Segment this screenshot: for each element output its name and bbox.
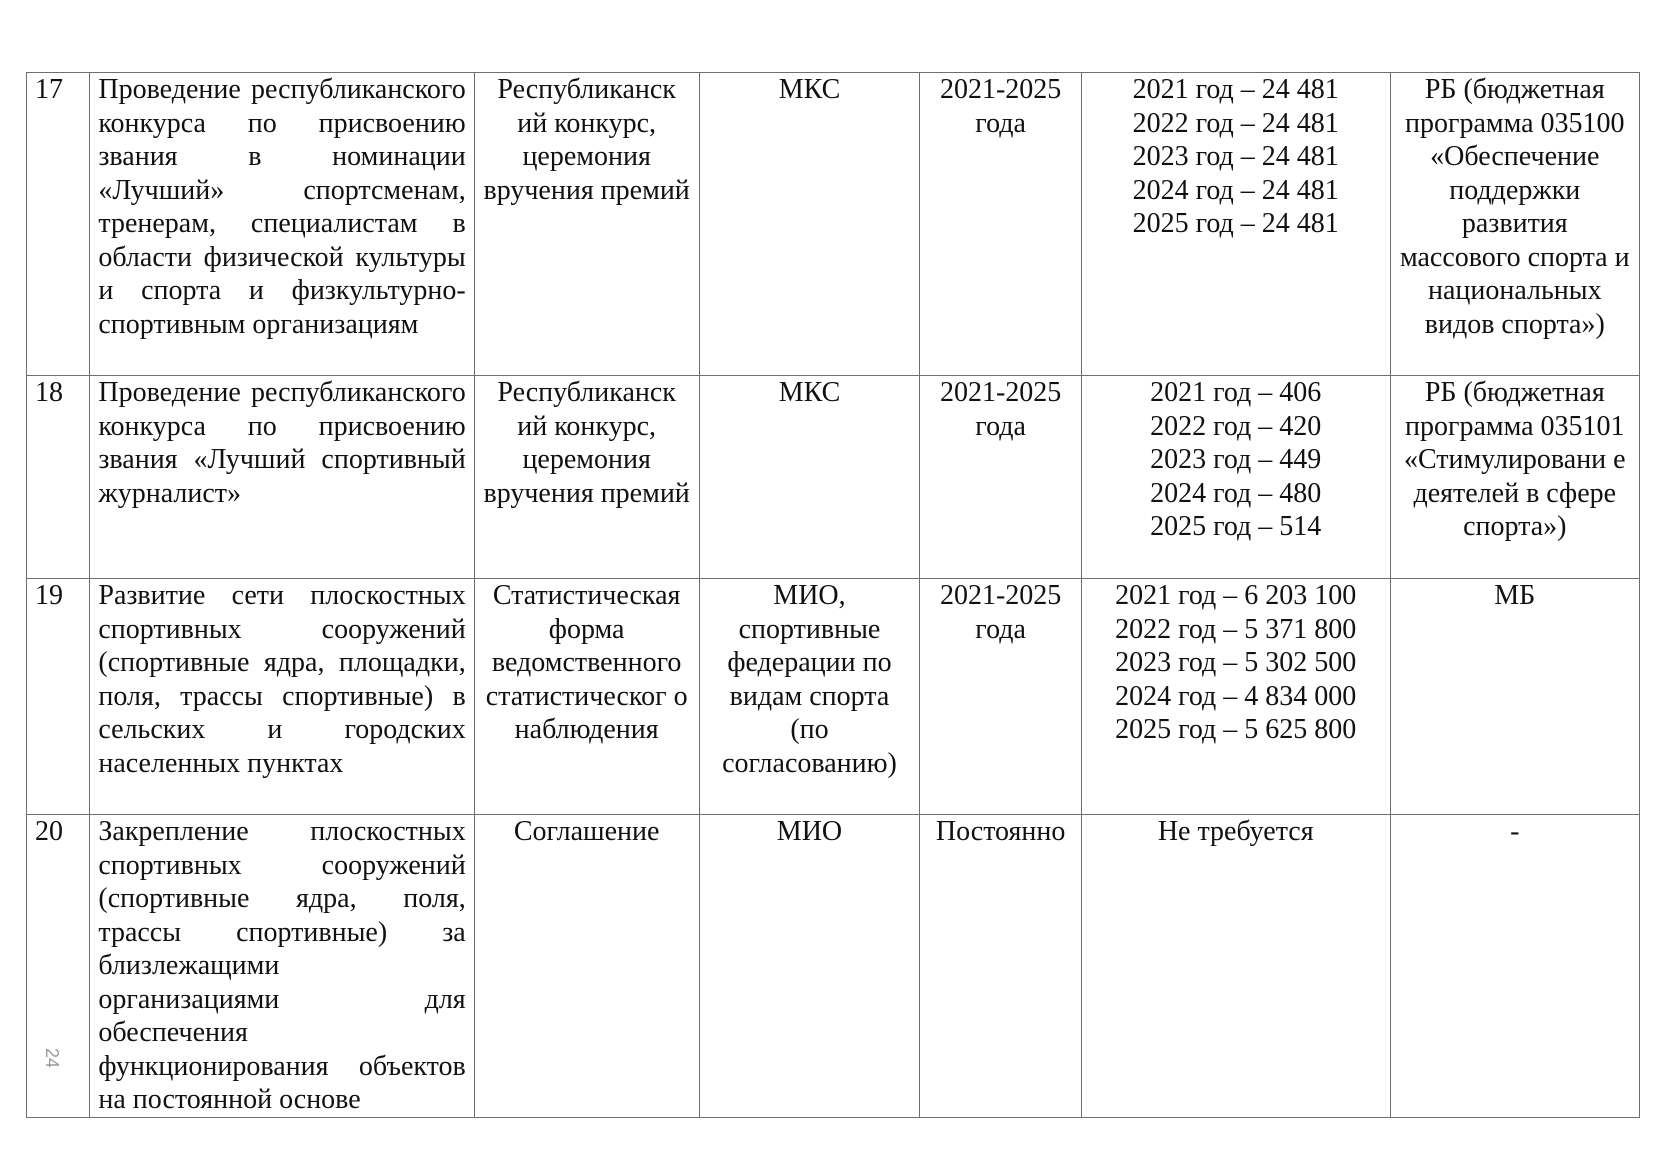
measure-name: Закрепление плоскостных спортивных сооружений (спортивные ядра, поля, трассы спортивные) за близлежащими организациями для обеспечения функционирования объектов на постоянной основе [90,815,474,1118]
funding-amounts [1081,815,1390,1118]
completion-form: Республиканск ий конкурс, церемония вручения премий [474,73,699,376]
completion-form: Республиканск ий конкурс, церемония вручения премий [474,376,699,579]
page-number: 24 [42,1048,62,1069]
funding-source: - [1390,815,1639,1118]
measure-name: Проведение республиканского конкурса по присвоению звания «Лучший спортивный журналист» [90,376,474,579]
responsible-executor: МКС [699,73,920,376]
row-number: 20 [27,815,90,1118]
responsible-executor: МКС [699,376,920,579]
funding-line: 2023 год – 24 481 [1132,141,1339,172]
funding-line: 2021 год – 406 [1150,377,1322,408]
completion-form: Соглашение [474,815,699,1118]
funding-line: 2024 год – 24 481 [1132,174,1339,206]
funding-line: 2022 год – 24 481 [1132,107,1339,139]
funding-amounts [1081,579,1390,815]
execution-period: Постоянно [920,815,1082,1118]
funding-line: Не требуется [1157,816,1314,847]
row-number: 18 [27,376,90,579]
funding-line: 2021 год – 24 481 [1132,74,1339,105]
funding-line: 2023 год – 449 [1150,444,1322,475]
responsible-executor: МИО [699,815,920,1118]
row-number: 17 [27,73,90,376]
action-plan-table [26,72,1640,1118]
execution-period: 2021-2025 года [920,579,1082,815]
funding-source: РБ (бюджетная программа 035100 «Обеспечение поддержки развития массового спорта и национальных видов спорта») [1390,73,1639,376]
measure-name: Проведение республиканского конкурса по присвоению звания в номинации «Лучший» спортсменам, тренерам, специалистам в области физической культуры и спорта и физкультурно-спортивным организациям [90,73,474,376]
funding-line: 2025 год – 5 625 800 [1115,714,1357,745]
funding-amounts [1081,376,1390,579]
funding-line: 2022 год – 420 [1150,410,1322,442]
responsible-executor: МИО, спортивные федерации по видам спорта (по согласованию) [699,579,920,815]
funding-line: 2025 год – 24 481 [1132,208,1339,239]
funding-line: 2025 год – 514 [1150,511,1322,542]
measure-name: Развитие сети плоскостных спортивных сооружений (спортивные ядра, площадки, поля, трассы спортивные) в сельских и городских населенных пунктах [90,579,474,815]
execution-period: 2021-2025 года [920,376,1082,579]
table-row [27,579,1640,815]
funding-line: 2024 год – 4 834 000 [1115,680,1357,712]
funding-source: МБ [1390,579,1639,815]
funding-line: 2022 год – 5 371 800 [1115,613,1357,645]
funding-line: 2023 год – 5 302 500 [1115,647,1357,678]
table-row [27,73,1640,376]
completion-form: Статистическая форма ведомственного статистическог о наблюдения [474,579,699,815]
funding-amounts [1081,73,1390,376]
funding-source: РБ (бюджетная программа 035101 «Стимулировани е деятелей в сфере спорта») [1390,376,1639,579]
table-row [27,815,1640,1118]
row-number: 19 [27,579,90,815]
funding-line: 2024 год – 480 [1150,477,1322,509]
funding-line: 2021 год – 6 203 100 [1115,580,1357,611]
table-row [27,376,1640,579]
execution-period: 2021-2025 года [920,73,1082,376]
